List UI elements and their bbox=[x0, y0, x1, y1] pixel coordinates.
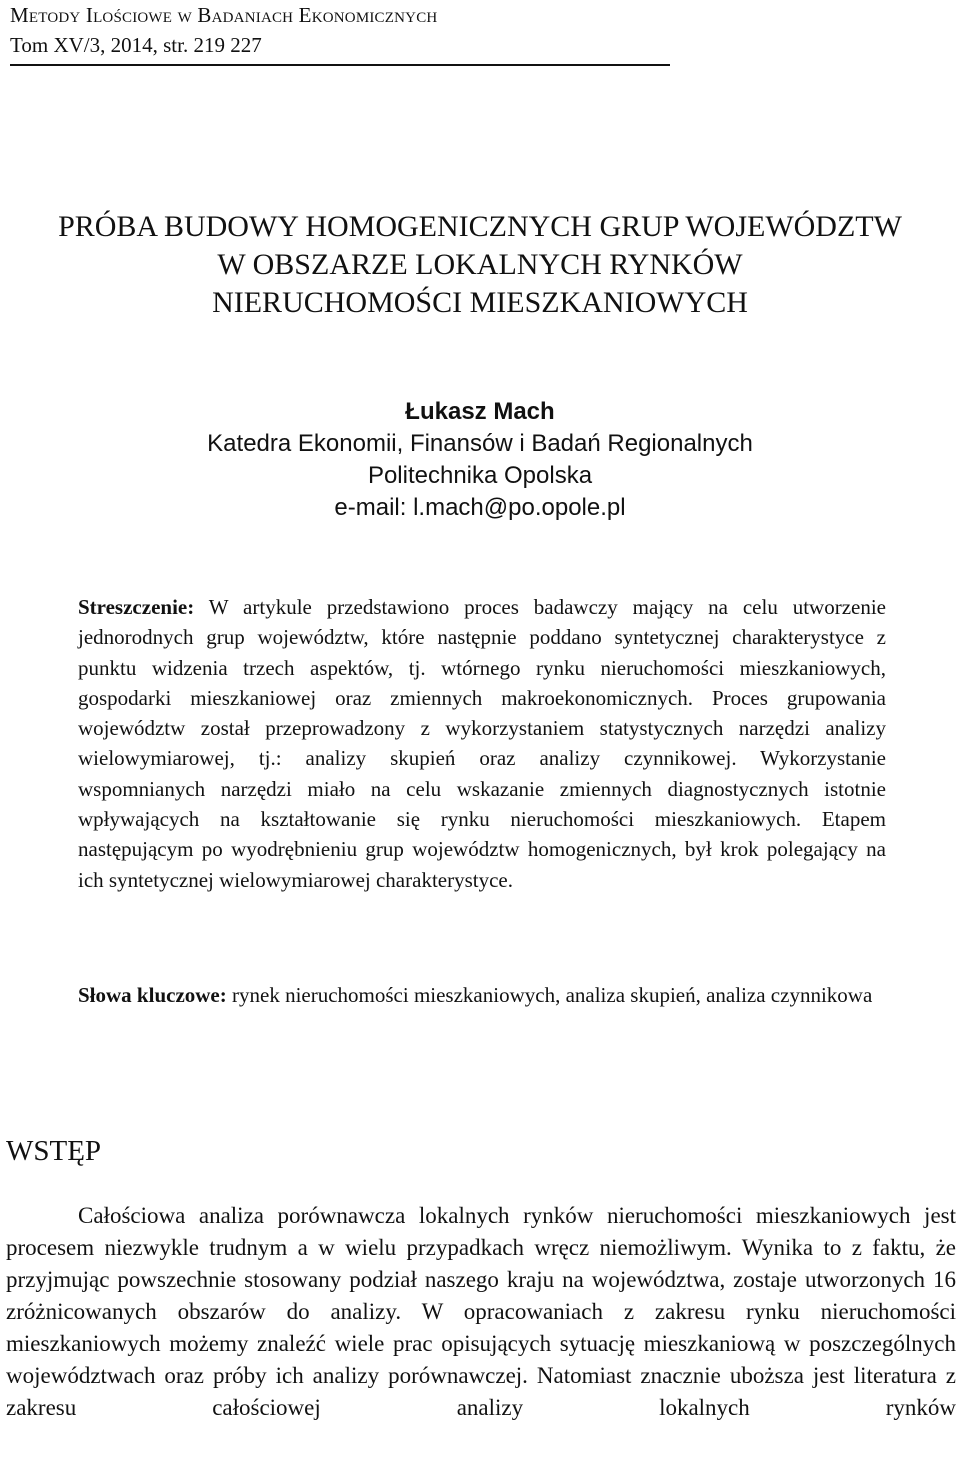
keywords bbox=[78, 980, 886, 1010]
author-block bbox=[0, 396, 960, 524]
paper-title bbox=[0, 208, 960, 322]
abstract-label: Streszczenie: bbox=[78, 595, 195, 619]
title-line-1: PRÓBA BUDOWY HOMOGENICZNYCH GRUP WOJEWÓDZTW bbox=[58, 210, 902, 243]
journal-issue: Tom XV/3, 2014, str. 219 227 bbox=[10, 33, 262, 57]
keywords-text: rynek nieruchomości mieszkaniowych, analiza skupień, analiza czynnikowa bbox=[226, 983, 873, 1007]
author-email: e-mail: l.mach@po.opole.pl bbox=[334, 494, 626, 521]
keywords-label: Słowa kluczowe: bbox=[78, 983, 227, 1007]
journal-header bbox=[10, 0, 670, 66]
abstract bbox=[78, 592, 886, 895]
author-name: Łukasz Mach bbox=[405, 398, 555, 425]
title-line-3: NIERUCHOMOŚCI MIESZKANIOWYCH bbox=[212, 286, 748, 319]
section-body: Całościowa analiza porównawcza lokalnych rynków nieruchomości mieszkaniowych jest procesem niezwykle trudnym a w wielu przypadkach wręcz niemożliwym. Wynika to z faktu, że przyjmując powszechnie stosowany podział naszego kraju na województwa, zostaje utworzonych 16 zróżnicowanych obszarów do analizy. W opracowaniach z zakresu rynku nieruchomości mieszkaniowych możemy znaleźć wiele prac opisujących sytuację mieszkaniową w poszczególnych województwach oraz próby ich analizy porównawczej. Natomiast znacznie uboższa jest literatura z zakresu całościowej analizy lokalnych rynków bbox=[6, 1203, 956, 1420]
header-rule bbox=[10, 64, 670, 66]
journal-name: Metody Ilościowe w Badaniach Ekonomicznych bbox=[10, 3, 438, 27]
author-department: Katedra Ekonomii, Finansów i Badań Regionalnych bbox=[207, 430, 753, 457]
abstract-text: W artykule przedstawiono proces badawczy mający na celu utworzenie jednorodnych grup województw, które następnie poddano syntetycznej charakterystyce z punktu widzenia trzech aspektów, tj. wtórnego rynku nieruchomości mieszkaniowych, gospodarki mieszkaniowej oraz zmiennych makroekonomicznych. Proces grupowania województw został przeprowadzony z wykorzystaniem statystycznych narzędzi analizy wielowymiarowej, tj.: analizy skupień oraz analizy czynnikowej. Wykorzystanie wspomnianych narzędzi miało na celu wskazanie zmiennych diagnostycznych istotnie wpływających na kształtowanie się rynku nieruchomości mieszkaniowych. Etapem następującym po wyodrębnieniu grup województw homogenicznych, był krok polegający na ich syntetycznej wielowymiarowej charakterystyce. bbox=[78, 595, 886, 892]
title-line-2: W OBSZARZE LOKALNYCH RYNKÓW bbox=[217, 248, 743, 281]
section-heading: WSTĘP bbox=[6, 1135, 102, 1167]
author-university: Politechnika Opolska bbox=[367, 462, 593, 489]
